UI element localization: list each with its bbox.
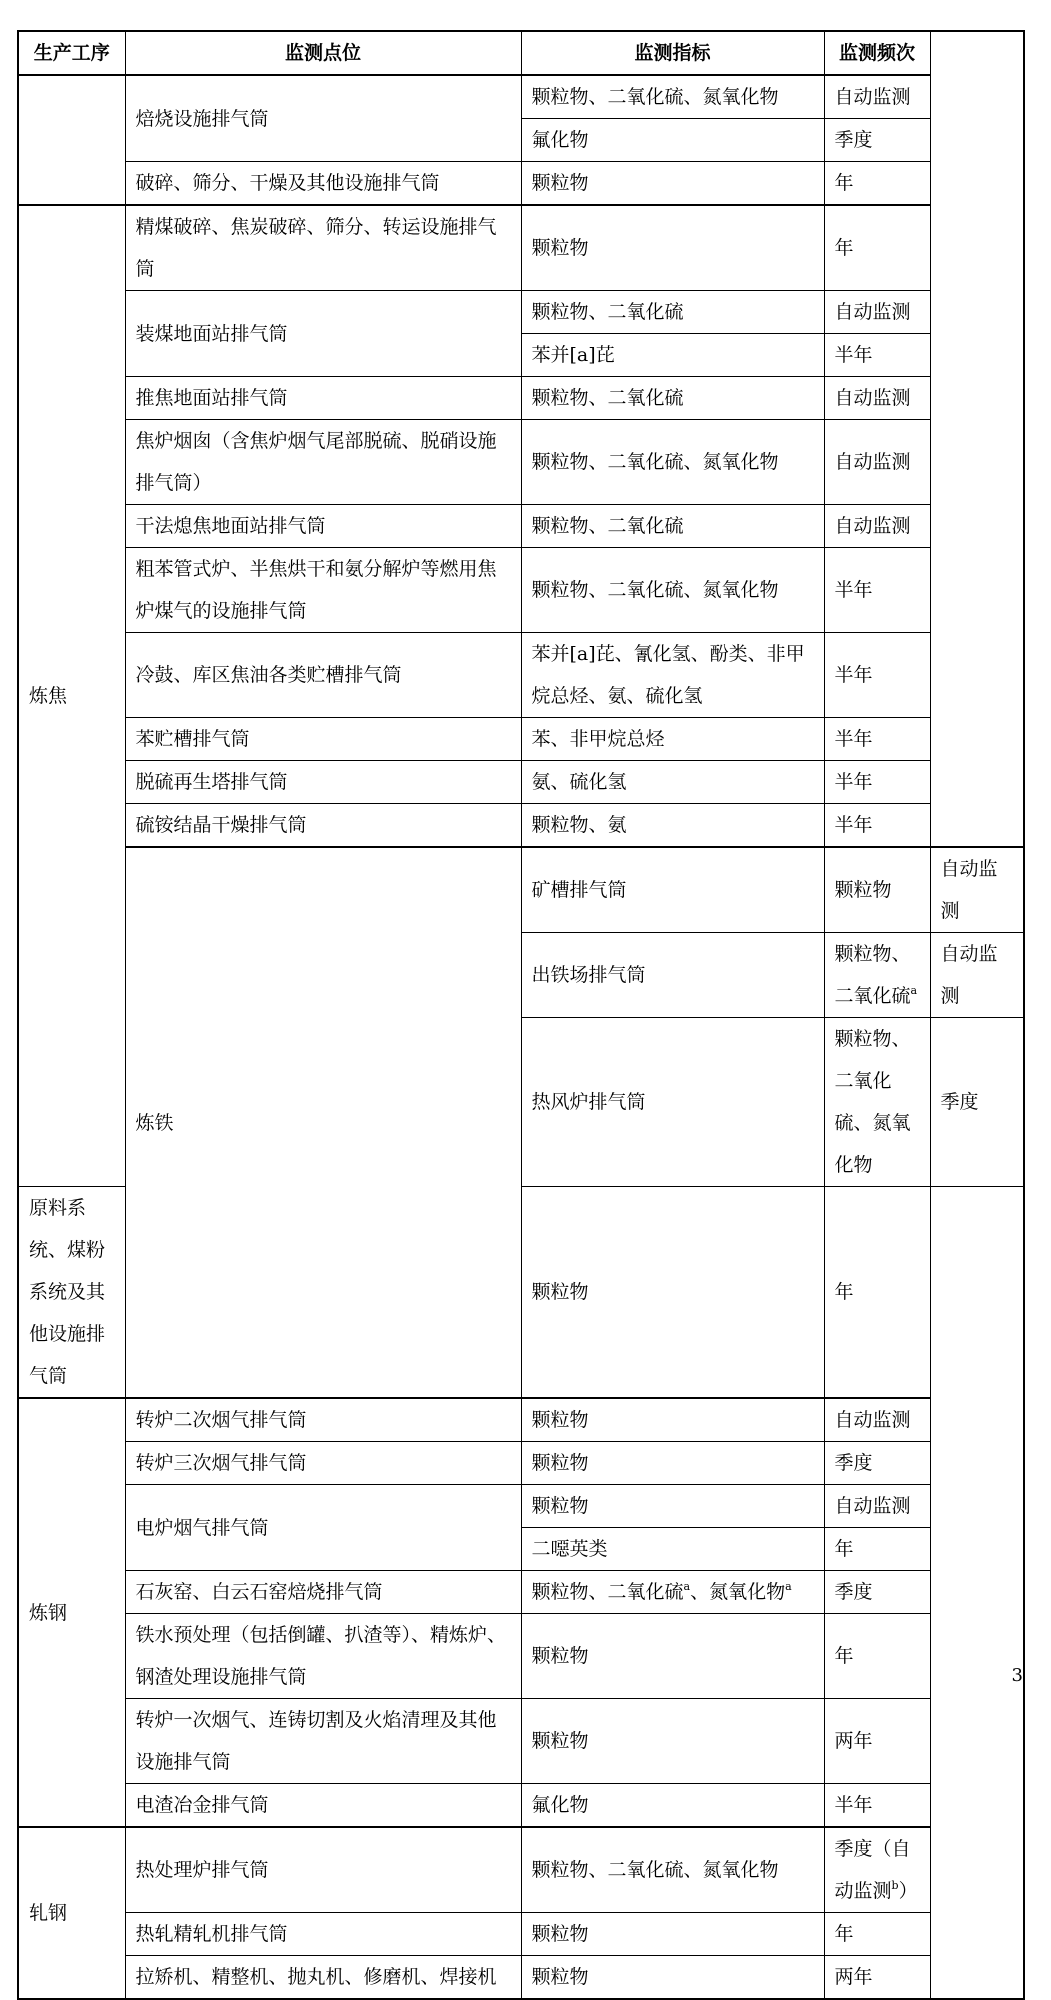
point-cell: 干法熄焦地面站排气筒 — [125, 505, 521, 548]
point-cell: 装煤地面站排气筒 — [125, 291, 521, 377]
point-cell: 热处理炉排气筒 — [125, 1827, 521, 1913]
frequency-cell: 年 — [824, 1187, 930, 1399]
frequency-cell: 年 — [824, 1913, 930, 1956]
frequency-cell: 自动监测 — [930, 933, 1024, 1018]
indicator-text: 、氮氧化物 — [690, 1581, 786, 1603]
table-row — [18, 291, 1024, 334]
frequency-cell — [824, 1827, 930, 1913]
frequency-cell: 半年 — [824, 804, 930, 848]
table-row — [18, 505, 1024, 548]
monitoring-table — [17, 30, 1025, 2000]
header-point: 监测点位 — [125, 31, 521, 75]
table-row — [18, 205, 1024, 291]
table-row — [18, 1699, 1024, 1784]
indicator-cell: 颗粒物、氨 — [521, 804, 824, 848]
frequency-cell: 季度 — [824, 119, 930, 162]
frequency-cell: 半年 — [824, 548, 930, 633]
table-row — [18, 718, 1024, 761]
indicator-cell: 颗粒物、二氧化硫 — [521, 505, 824, 548]
table-row — [18, 761, 1024, 804]
footnote-mark: a — [910, 984, 918, 997]
point-cell: 破碎、筛分、干燥及其他设施排气筒 — [125, 162, 521, 206]
frequency-cell: 两年 — [824, 1699, 930, 1784]
page-number: 3 — [1011, 1665, 1023, 1686]
frequency-cell: 季度 — [824, 1442, 930, 1485]
table-row — [18, 75, 1024, 119]
indicator-cell: 颗粒物 — [521, 1913, 824, 1956]
point-cell: 出铁场排气筒 — [521, 933, 824, 1018]
footnote-mark: a — [785, 1580, 792, 1593]
process-cell: 炼铁 — [125, 847, 521, 1398]
frequency-cell: 年 — [824, 205, 930, 291]
indicator-cell: 颗粒物、二氧化硫、氮氧化物 — [521, 75, 824, 119]
point-cell: 冷鼓、库区焦油各类贮槽排气筒 — [125, 633, 521, 718]
indicator-cell: 颗粒物 — [824, 847, 930, 933]
frequency-cell: 季度 — [824, 1571, 930, 1614]
point-cell: 原料系统、煤粉系统及其他设施排气筒 — [18, 1187, 125, 1399]
frequency-cell: 年 — [824, 1614, 930, 1699]
table-row — [18, 847, 1024, 933]
frequency-cell: 两年 — [824, 1956, 930, 2000]
frequency-cell: 半年 — [824, 1784, 930, 1828]
table-row — [18, 420, 1024, 505]
point-cell: 石灰窑、白云石窑焙烧排气筒 — [125, 1571, 521, 1614]
indicator-cell: 氟化物 — [521, 1784, 824, 1828]
frequency-cell: 自动监测 — [824, 1485, 930, 1528]
table-row — [18, 804, 1024, 848]
indicator-cell: 颗粒物 — [521, 1187, 824, 1399]
header-frequency: 监测频次 — [824, 31, 930, 75]
frequency-cell: 自动监测 — [824, 1398, 930, 1442]
point-cell: 焙烧设施排气筒 — [125, 75, 521, 162]
point-cell: 推焦地面站排气筒 — [125, 377, 521, 420]
indicator-cell — [521, 1571, 824, 1614]
process-cell: 炼钢 — [18, 1398, 125, 1827]
indicator-cell: 颗粒物 — [521, 1956, 824, 2000]
indicator-cell: 颗粒物、二氧化硫、氮氧化物 — [521, 1827, 824, 1913]
point-cell: 热风炉排气筒 — [521, 1018, 824, 1187]
point-cell: 转炉一次烟气、连铸切割及火焰清理及其他设施排气筒 — [125, 1699, 521, 1784]
indicator-cell: 颗粒物 — [521, 1699, 824, 1784]
frequency-cell: 自动监测 — [930, 847, 1024, 933]
process-cell — [18, 75, 125, 205]
process-cell: 炼焦 — [18, 205, 125, 1187]
table-row — [18, 1571, 1024, 1614]
point-cell: 苯贮槽排气筒 — [125, 718, 521, 761]
table-row — [18, 1827, 1024, 1913]
frequency-cell: 年 — [824, 162, 930, 206]
frequency-cell: 半年 — [824, 633, 930, 718]
indicator-cell: 二噁英类 — [521, 1528, 824, 1571]
frequency-text: ） — [898, 1880, 918, 1902]
footnote-mark: b — [891, 1879, 899, 1892]
process-cell: 轧钢 — [18, 1827, 125, 1999]
indicator-cell: 苯、非甲烷总烃 — [521, 718, 824, 761]
header-indicator: 监测指标 — [521, 31, 824, 75]
frequency-cell: 半年 — [824, 334, 930, 377]
frequency-cell: 半年 — [824, 761, 930, 804]
table-row — [18, 633, 1024, 718]
indicator-text: 颗粒物、二氧化硫 — [531, 1581, 684, 1603]
point-cell: 转炉二次烟气排气筒 — [125, 1398, 521, 1442]
point-cell: 矿槽排气筒 — [521, 847, 824, 933]
table-header-row — [18, 31, 1024, 75]
table-row — [18, 1442, 1024, 1485]
frequency-cell: 年 — [824, 1528, 930, 1571]
table-row — [18, 1398, 1024, 1442]
frequency-cell: 自动监测 — [824, 377, 930, 420]
indicator-cell: 颗粒物 — [521, 162, 824, 206]
indicator-cell: 颗粒物 — [521, 205, 824, 291]
footnote-mark: a — [683, 1580, 691, 1593]
frequency-cell: 自动监测 — [824, 420, 930, 505]
indicator-cell: 颗粒物、二氧化硫、氮氧化物 — [521, 420, 824, 505]
table-row — [18, 1485, 1024, 1528]
point-cell: 电炉烟气排气筒 — [125, 1485, 521, 1571]
indicator-cell: 颗粒物 — [521, 1442, 824, 1485]
indicator-cell: 颗粒物、二氧化硫、氮氧化物 — [824, 1018, 930, 1187]
table-row — [18, 1956, 1024, 2000]
table-row — [18, 1614, 1024, 1699]
indicator-cell: 颗粒物、二氧化硫 — [521, 291, 824, 334]
indicator-text: 颗粒物、二氧化硫 — [834, 943, 911, 1007]
point-cell: 电渣冶金排气筒 — [125, 1784, 521, 1828]
point-cell: 热轧精轧机排气筒 — [125, 1913, 521, 1956]
indicator-cell: 苯并[a]芘、氰化氢、酚类、非甲烷总烃、氨、硫化氢 — [521, 633, 824, 718]
frequency-text: 季度（自动监测 — [834, 1838, 911, 1902]
table-row — [18, 377, 1024, 420]
indicator-cell: 颗粒物 — [521, 1398, 824, 1442]
table-row — [18, 162, 1024, 206]
indicator-cell: 颗粒物 — [521, 1485, 824, 1528]
point-cell: 脱硫再生塔排气筒 — [125, 761, 521, 804]
table-row — [18, 1913, 1024, 1956]
frequency-cell: 自动监测 — [824, 75, 930, 119]
point-cell: 焦炉烟囱（含焦炉烟气尾部脱硫、脱硝设施排气筒） — [125, 420, 521, 505]
indicator-cell: 颗粒物、二氧化硫 — [521, 377, 824, 420]
point-cell: 拉矫机、精整机、抛丸机、修磨机、焊接机 — [125, 1956, 521, 2000]
header-process: 生产工序 — [18, 31, 125, 75]
frequency-cell: 自动监测 — [824, 291, 930, 334]
indicator-cell: 氟化物 — [521, 119, 824, 162]
frequency-cell: 季度 — [930, 1018, 1024, 1187]
indicator-cell: 颗粒物 — [521, 1614, 824, 1699]
indicator-cell: 颗粒物、二氧化硫、氮氧化物 — [521, 548, 824, 633]
frequency-cell: 半年 — [824, 718, 930, 761]
indicator-cell: 苯并[a]芘 — [521, 334, 824, 377]
frequency-cell: 自动监测 — [824, 505, 930, 548]
point-cell: 转炉三次烟气排气筒 — [125, 1442, 521, 1485]
indicator-cell — [824, 933, 930, 1018]
point-cell: 硫铵结晶干燥排气筒 — [125, 804, 521, 848]
point-cell: 精煤破碎、焦炭破碎、筛分、转运设施排气筒 — [125, 205, 521, 291]
indicator-cell: 氨、硫化氢 — [521, 761, 824, 804]
table-row — [18, 548, 1024, 633]
table-row — [18, 1784, 1024, 1828]
point-cell: 铁水预处理（包括倒罐、扒渣等）、精炼炉、钢渣处理设施排气筒 — [125, 1614, 521, 1699]
point-cell: 粗苯管式炉、半焦烘干和氨分解炉等燃用焦炉煤气的设施排气筒 — [125, 548, 521, 633]
